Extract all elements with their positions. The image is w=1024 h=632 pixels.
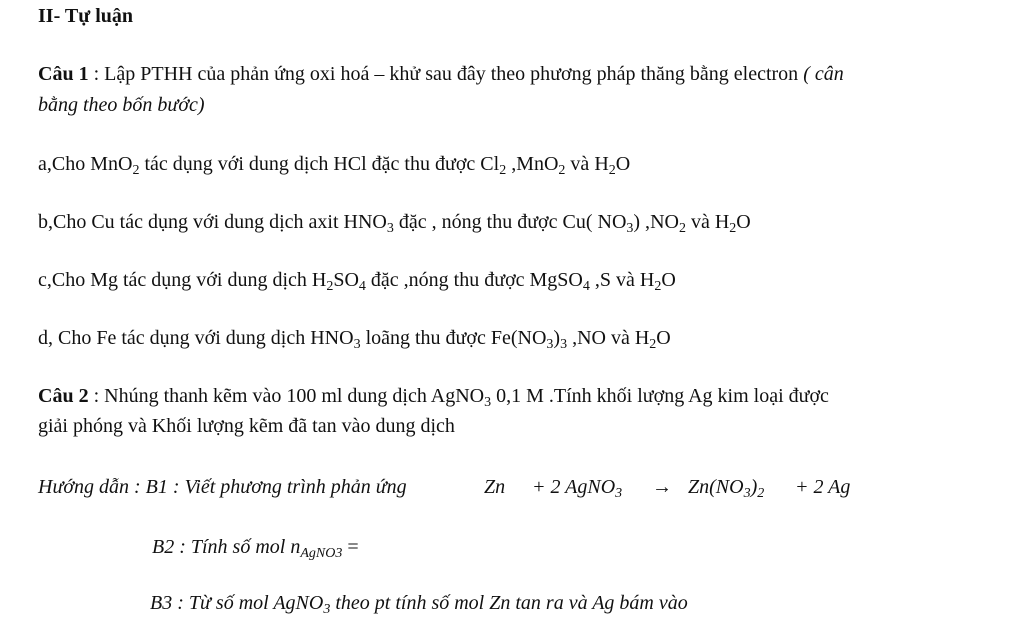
equation-reactant-agno3: + 2 AgNO$_3$ bbox=[532, 476, 623, 502]
question-1-label: Câu 1 bbox=[38, 63, 89, 85]
item-c: c,Cho Mg tác dụng với dung dịch $H_2SO_4$ đặc ,nóng thu được MgSO$_4$ ,S và $H_2O$ bbox=[38, 269, 676, 295]
equation-arrow: → bbox=[652, 476, 672, 498]
equation-reactant-zn: Zn bbox=[484, 476, 506, 498]
equation-product-zn-no3: $Zn(NO_3)_2$ bbox=[688, 476, 765, 502]
question-1-line-1: Câu 1 : Lập PTHH của phản ứng oxi hoá – khử sau đây theo phương pháp thăng bằng electron ( cân bbox=[38, 63, 844, 85]
question-2-line-2: giải phóng và Khối lượng kẽm đã tan vào dung dịch bbox=[38, 415, 455, 437]
guide-step-3: B3 : Từ số mol AgNO$_3$ theo pt tính số mol Zn tan ra và Ag bám vào bbox=[150, 592, 688, 618]
item-a: a,Cho MnO$_2$ tác dụng với dung dịch HCl đặc thu được $Cl_2$ ,MnO$_2$ và $H_2O$ bbox=[38, 153, 631, 179]
guide-step-1: Hướng dẫn : B1 : Viết phương trình phản ứng bbox=[38, 476, 407, 498]
equation-product-ag: + 2 Ag bbox=[795, 476, 851, 498]
guide-step-2: B2 : Tính số mol $n_{AgNO3}$ = bbox=[152, 536, 359, 562]
question-2-line-1: Câu 2 : Nhúng thanh kẽm vào 100 ml dung dịch AgNO$_3$ 0,1 M .Tính khối lượng Ag kim loại được bbox=[38, 385, 829, 411]
section-heading: II- Tự luận bbox=[38, 5, 134, 27]
item-b: b,Cho Cu tác dụng với dung dịch axit $HNO_3$ đặc , nóng thu được Cu( $NO_3$) $,NO_2$ và $H_2O$ bbox=[38, 211, 751, 237]
item-d: d, Cho Fe tác dụng với dung dịch $HNO_3$ loãng thu được $Fe(NO_3)_3$ ,NO và $H_2O$ bbox=[38, 327, 671, 353]
question-1-line-2: bằng theo bốn bước) bbox=[38, 94, 205, 116]
question-2-label: Câu 2 bbox=[38, 385, 89, 407]
